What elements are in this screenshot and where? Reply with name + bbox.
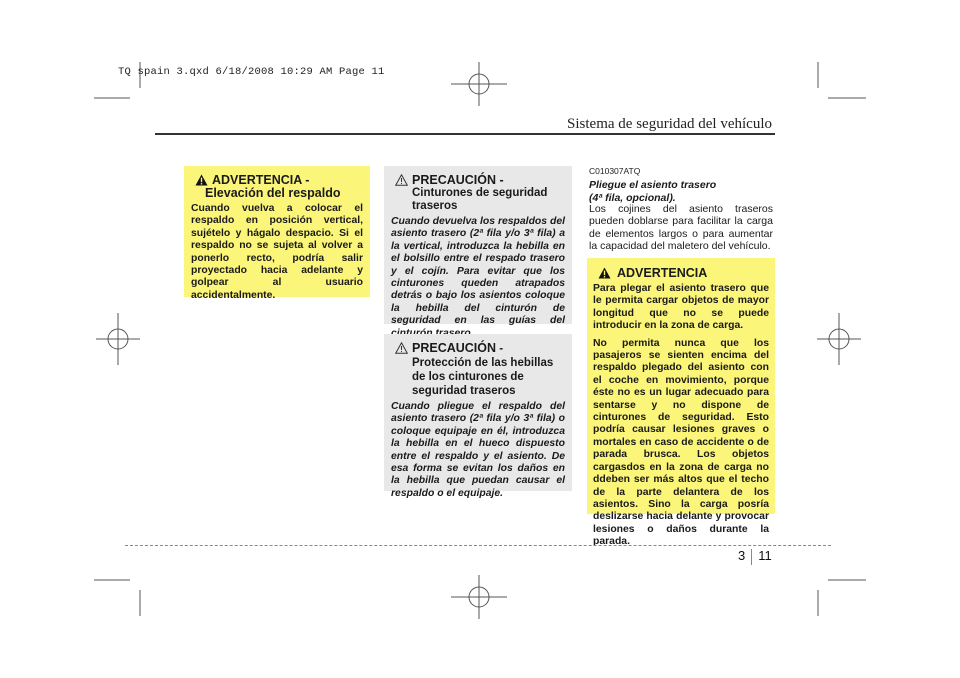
warning-body: Cuando vuelva a colocar el respaldo en posición vertical, sujételo y hágalo despacio. Si el respaldo no se sujeta al volver a ponerlo recto, podría salir proyectado hacia adelante y golpear al usuario accidentalmente.: [191, 203, 363, 301]
chapter-number: 3: [738, 548, 746, 563]
warning-body-paragraph-1: Para plegar el asiento trasero que le permita cargar objetos de mayor longitud que no se puede introducir en la zona de carga.: [593, 283, 769, 332]
section-code: C010307ATQ: [589, 166, 641, 176]
section-title: Sistema de seguridad del vehículo: [567, 116, 772, 132]
registration-mark-bottom: [451, 575, 507, 619]
registration-mark-right: [817, 313, 861, 365]
warning-body: [593, 283, 769, 549]
caution-box-buckles: [384, 334, 572, 499]
warning-triangle-icon: [598, 267, 611, 279]
caution-box-rear-belts: [384, 166, 572, 327]
warning-subtitle: Elevación del respaldo: [205, 186, 341, 200]
fold-seat-subtitle-line2: (4ª fila, opcional).: [589, 191, 676, 204]
registration-mark-left: [96, 313, 140, 365]
page-number-separator: [751, 549, 752, 565]
fold-seat-subtitle-line1: Pliegue el asiento trasero: [589, 179, 717, 191]
caution-subtitle: Cinturones de seguridad traseros: [412, 187, 548, 212]
warning-title: ADVERTENCIA: [617, 266, 708, 280]
section-rule: [155, 133, 775, 135]
caution-title-main: PRECAUCIÓN: [412, 341, 497, 355]
page-number: [738, 548, 772, 565]
warning-triangle-icon: [195, 174, 208, 186]
fold-seat-subtitle: [589, 179, 716, 204]
caution-body: Cuando pliegue el respaldo del asiento trasero (2ª fila y/o 3ª fila) o coloque equipaje en él, introduzca la hebilla en el hueco dispuesto entre el respaldo y el asiento. De esa forma se evitan los daños en la hebilla que puedan causar el respaldo o el equipaje.: [391, 401, 565, 499]
caution-triangle-icon: [395, 174, 408, 186]
crop-mark-top-right: [818, 62, 866, 98]
caution-title: [391, 342, 565, 398]
caution-title: PRECAUCIÓN -: [412, 173, 504, 187]
fold-seat-paragraph: Los cojines del asiento traseros pueden doblarse para facilitar la carga de elementos largos o para aumentar la capacidad del maletero del vehículo.: [589, 203, 773, 252]
caution-body: Cuando devuelva los respaldos del asiento trasero (2ª fila y/o 3ª fila) a la vertical, introduzca la hebilla en el bolsillo entre el respado trasero y el cojín. Para evitar que los cinturones queden atrapados detrás o bajo los asientos coloque la hebilla del cinturón de seguridad en las guías del: [391, 216, 565, 327]
crop-mark-bottom-right: [818, 580, 866, 616]
page-number-value: 11: [758, 548, 772, 563]
warning-box-cargo: [587, 258, 775, 548]
bottom-dashed-rule: [125, 545, 831, 546]
warning-box-backrest: [184, 166, 370, 301]
caution-title-suffix: - Protección de las hebillas de los cinturones de seguridad traseros: [412, 343, 554, 397]
file-header: TQ spain 3.qxd 6/18/2008 10:29 AM Page 11: [118, 66, 385, 78]
crop-mark-bottom-left: [94, 580, 140, 616]
warning-body-paragraph-2: No permita nunca que los pasajeros se sienten encima del respaldo plegado del asiento con el coche en movimiento, porque éste no es un lugar adecuado para sentarse y no dispone de cinturones de seguridad. Esto podría causar lesiones graves o mortales en caso de accidente o de parada brusca. Los objetos cargasdos en la zona de carga no ddeben ser más altos que el techo de la parte delantera de los asientos. Sino la carga posría deslizarse hacia delante y provocar lesiones o daños durante la parada.: [593, 337, 769, 548]
caution-triangle-icon: [395, 342, 408, 354]
warning-title: ADVERTENCIA -: [212, 173, 310, 187]
registration-mark-top: [451, 62, 507, 106]
